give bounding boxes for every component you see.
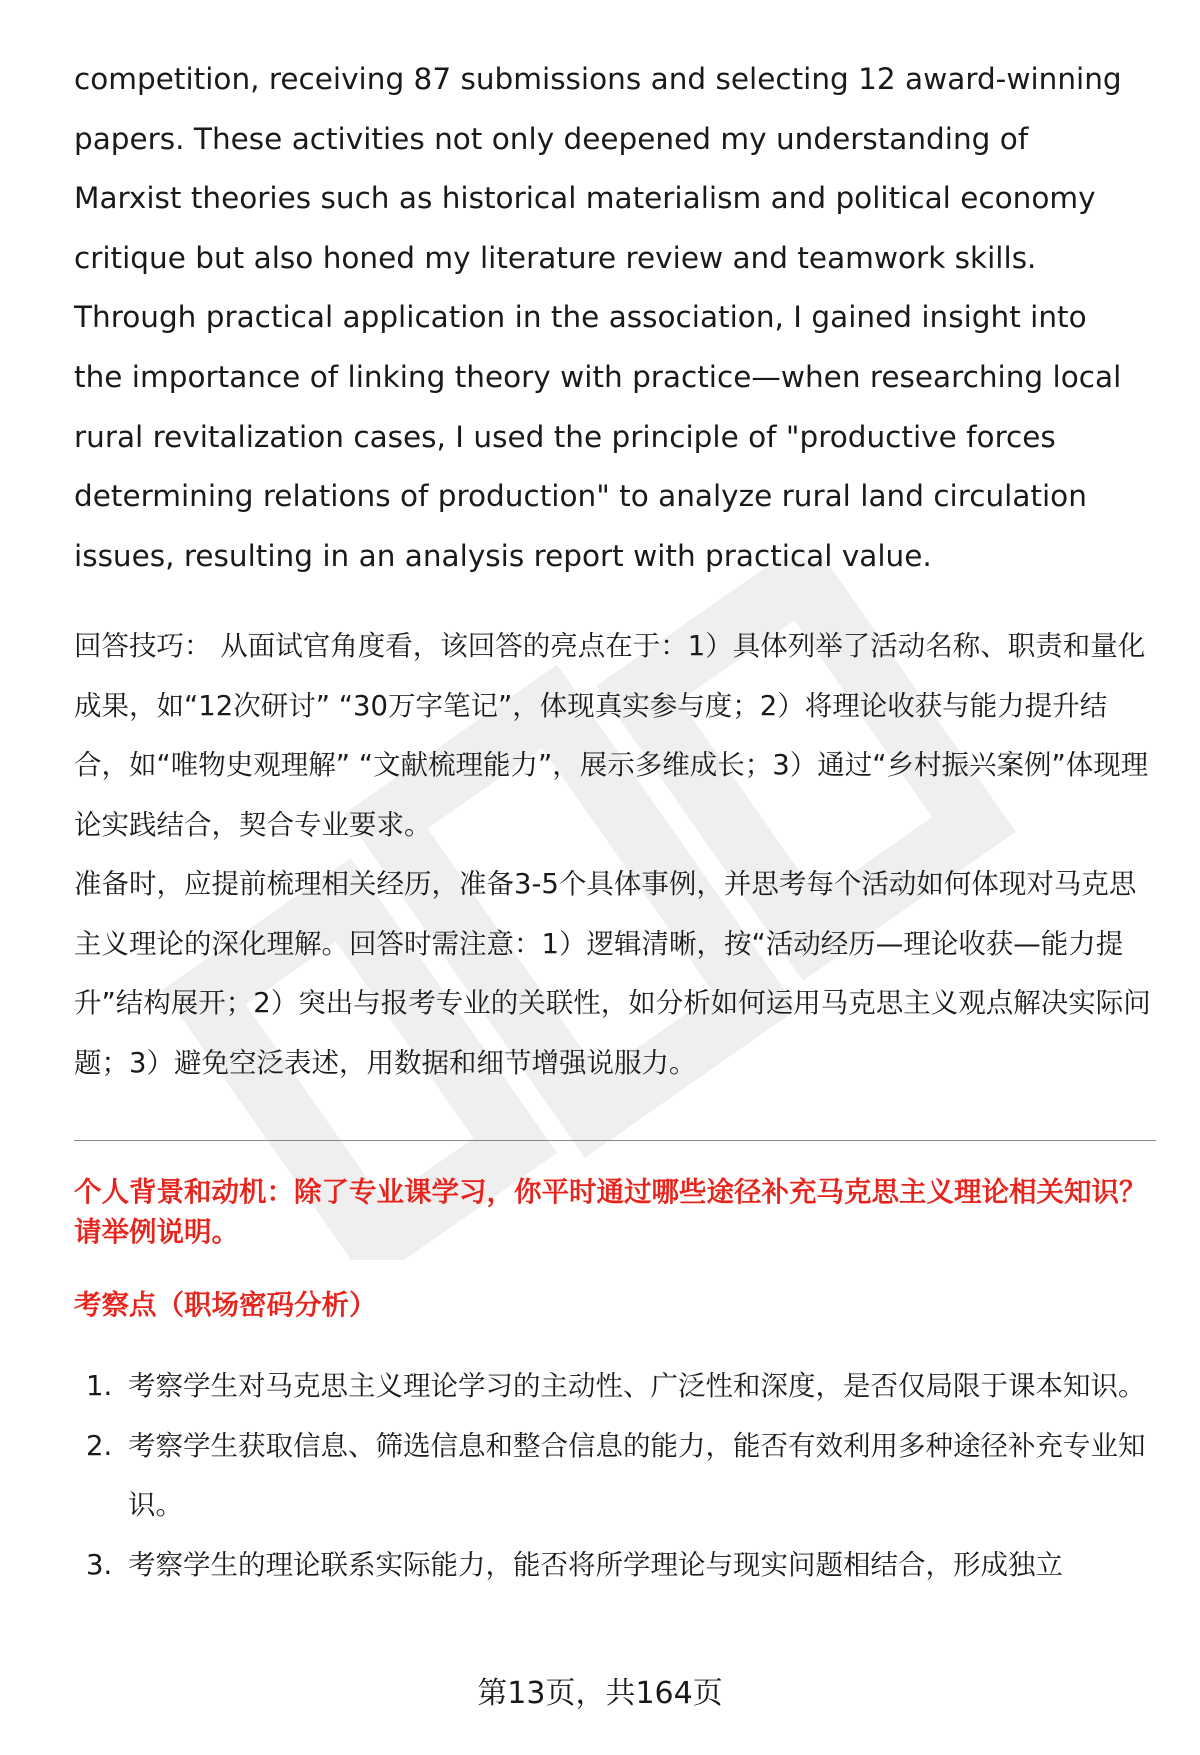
answer-tips-paragraph: 回答技巧： 从面试官角度看，该回答的亮点在于：1）具体列举了活动名称、职责和量化成果，如“12次研讨” “30万字笔记”，体现真实参与度；2）将理论收获与能力提升结合，如“唯物史观理解” “文献梳理能力”，展示多维成长；3）通过“乡村振兴案例”体现理论实践结合，契合专业要求。 (74, 630, 1149, 841)
list-item-text: 考察学生对马克思主义理论学习的主动性、广泛性和深度，是否仅局限于课本知识。 (128, 1370, 1146, 1402)
list-item-text: 考察学生的理论联系实际能力，能否将所学理论与现实问题相结合，形成独立 (128, 1548, 1063, 1581)
section-divider (74, 1140, 1156, 1141)
list-item (74, 1357, 1156, 1417)
list-item-text: 考察学生获取信息、筛选信息和整合信息的能力，能否有效利用多种途径补充专业知识。 (128, 1429, 1146, 1521)
assessment-points-list (74, 1357, 1156, 1595)
list-item-number: 3. (86, 1548, 113, 1581)
list-item-number: 2. (86, 1429, 113, 1462)
list-item (74, 1417, 1156, 1536)
page-number-footer: 第13页，共164页 (477, 1676, 723, 1711)
english-answer-paragraph: competition, receiving 87 submissions and selecting 12 award-winning papers. These activities not only deepened my understanding of Marxist theories such as historical materialism and political economy critique but also honed my literature review and teamwork skills. Through practical application in the association, I gained insight into the importance of linking theory with practice—when researching local rural revitalization cases, I used the principle of "productive forces determining relations of production" to analyze rural land circulation issues, resulting in an analysis report with practical value. (74, 62, 1122, 573)
list-item (74, 1536, 1156, 1596)
preparation-advice-paragraph: 准备时，应提前梳理相关经历，准备3-5个具体事例，并思考每个活动如何体现对马克思主义理论的深化理解。回答时需注意：1）逻辑清晰，按“活动经历—理论收获—能力提升”结构展开；2）突出与报考专业的关联性，如分析如何运用马克思主义观点解决实际问题；3）避免空泛表述，用数据和细节增强说服力。 (74, 868, 1151, 1079)
assessment-points-heading: 考察点（职场密码分析） (74, 1289, 377, 1321)
interview-question: 个人背景和动机：除了专业课学习，你平时通过哪些途径补充马克思主义理论相关知识？请举例说明。 (74, 1176, 1147, 1248)
list-item-number: 1. (86, 1370, 113, 1402)
